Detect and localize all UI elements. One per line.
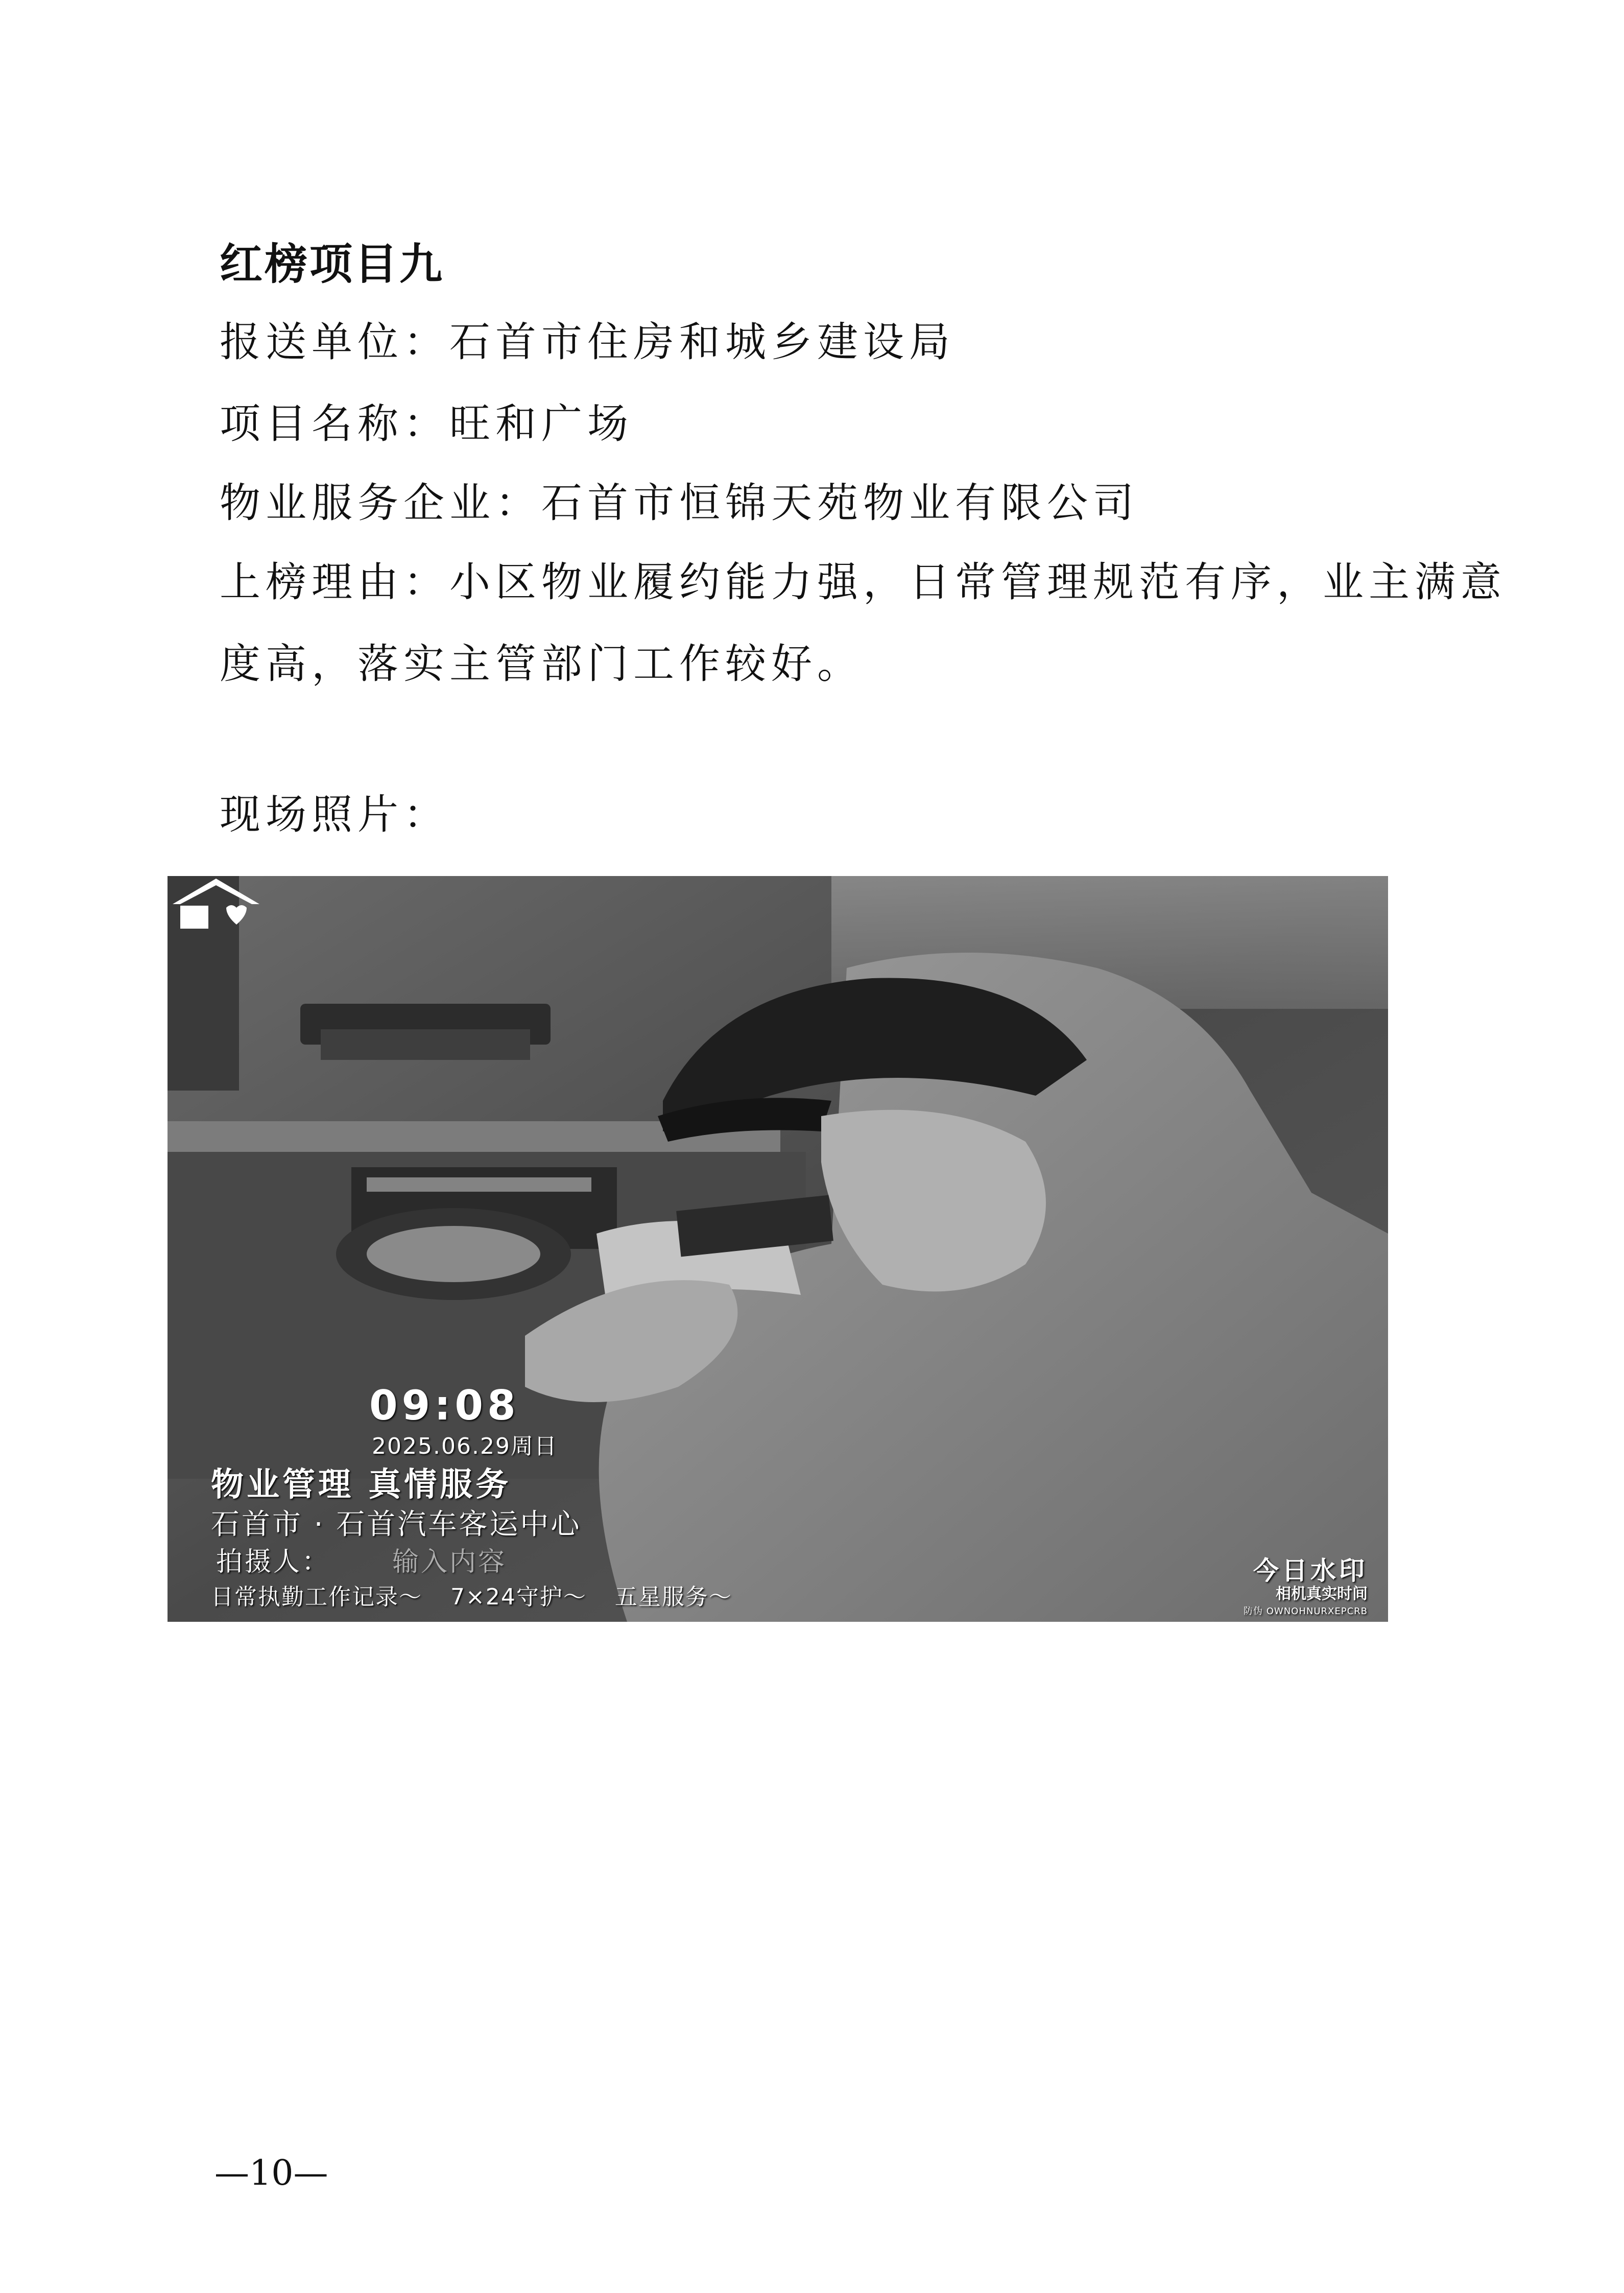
document-heading: 红榜项目九 (220, 239, 445, 289)
watermark-title: 物业管理 真情服务 (211, 1466, 512, 1504)
field-value: 石首市恒锦天苑物业有限公司 (541, 479, 1139, 527)
field-value: 旺和广场 (449, 400, 633, 447)
watermark-tags (211, 1578, 760, 1611)
site-photo (168, 876, 1388, 1622)
field-label: 物业服务企业： (220, 479, 541, 527)
watermark-tag: 7×24守护～ (450, 1584, 587, 1610)
field-property-company (220, 470, 1139, 529)
watermark-brand-sub: 相机真实时间 (1276, 1585, 1368, 1603)
house-logo-icon (168, 876, 265, 932)
watermark-photographer-value: 输入内容 (392, 1547, 507, 1577)
field-project-name (220, 391, 633, 450)
field-label: 项目名称： (220, 400, 449, 447)
field-value: 度高，落实主管部门工作较好。 (220, 640, 863, 688)
watermark-tag: 五星服务～ (614, 1584, 732, 1610)
watermark-tag: 日常执勤工作记录～ (211, 1584, 422, 1610)
watermark-brand-code: 防伪 OWNOHNURXEPCRB (1244, 1606, 1368, 1617)
watermark-time: 09:08 (369, 1382, 520, 1429)
photo-caption: 现场照片： (220, 791, 449, 838)
watermark-brand: 今日水印 (1253, 1556, 1368, 1586)
watermark-location: 石首市 · 石首汽车客运中心 (211, 1508, 582, 1541)
watermark-photographer-label: 拍摄人： (216, 1547, 331, 1577)
field-label: 上榜理由： (220, 558, 449, 606)
field-reason (220, 549, 1507, 608)
watermark-date: 2025.06.29周日 (372, 1433, 558, 1459)
field-value: 石首市住房和城乡建设局 (449, 318, 955, 366)
field-submitting-unit (220, 309, 955, 368)
page-number: —10— (214, 2153, 328, 2193)
field-label: 报送单位： (220, 318, 449, 366)
field-reason-continued (220, 631, 863, 690)
field-value: 小区物业履约能力强，日常管理规范有序，业主满意 (449, 558, 1507, 606)
